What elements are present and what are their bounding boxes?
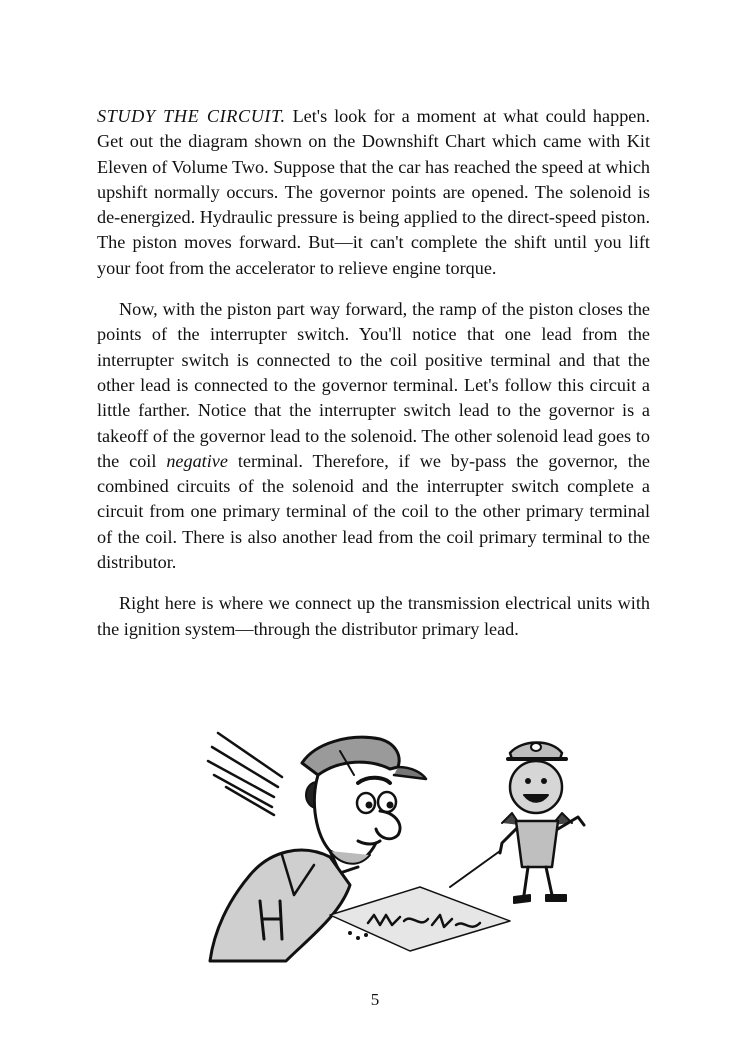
paragraph-body: Let's look for a moment at what could happen. Get out the diagram shown on the Downshift Chart which came with Kit Eleven of Volume Two. Suppose that the car has reached the speed at which upshift normally occurs. The governor points are opened. The solenoid is de-energized. Hydraulic pressure is being applied to the direct-speed piston. The piston moves forward. But—it can't complete the shift until you lift your foot from the accelerator to relieve engine torque.	[97, 106, 651, 278]
page-number: 5	[370, 990, 380, 1009]
paragraph-lead-heading: STUDY THE CIRCUIT.	[97, 106, 286, 126]
paragraph-interrupter-switch	[97, 297, 650, 575]
cartoon-mechanic-and-robot-illustration	[190, 725, 615, 970]
speed-lines-icon	[208, 733, 282, 815]
pointer-stick-icon	[450, 851, 500, 887]
wiring-diagram-sketch-icon	[330, 887, 510, 951]
emphasis-negative: negative	[166, 450, 228, 471]
paragraph-text-part: Now, with the piston part way forward, the ramp of the piston closes the points of the interrupter switch. You'll notice that one lead from the interrupter switch is connected to the coil positive terminal and that the other lead is connected to the governor terminal. Let's follow this circuit a little farther. Notice that the interrupter switch lead to the governor is a takeoff of the governor lead to the solenoid. The other solenoid lead goes to the coil	[97, 299, 650, 471]
paragraph-study-the-circuit	[97, 104, 650, 281]
robot-figure-icon	[500, 743, 584, 904]
paragraph-text-part: terminal. Therefore, if we by-pass the governor, the combined circuits of the solenoid and the interrupter switch complete a circuit from one primary terminal of the coil to the other primary terminal of the coil. There is also another lead from the coil primary terminal to the distributor.	[97, 450, 650, 573]
body-text	[97, 104, 650, 658]
paragraph-distributor-lead: Right here is where we connect up the transmission electrical units with the ignition system—through the distributor primary lead.	[97, 593, 650, 639]
